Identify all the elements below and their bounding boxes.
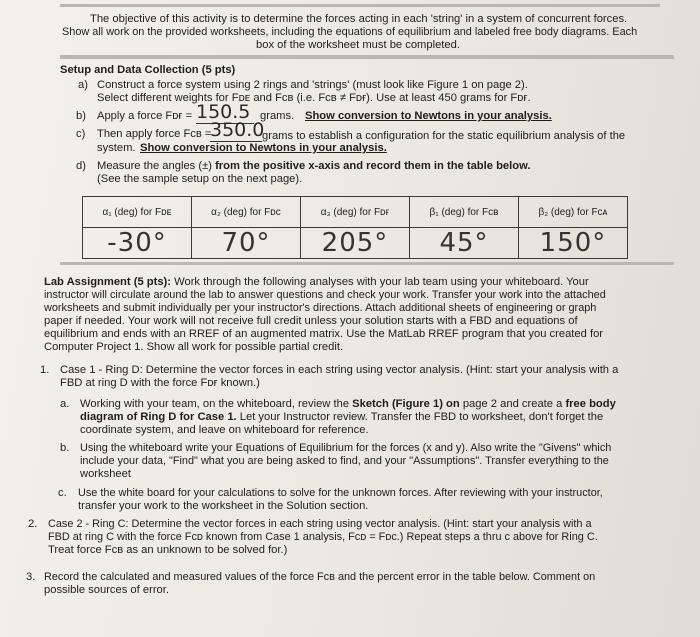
case1-c-line-2: transfer your work to the worksheet in the Solution section. <box>78 500 369 512</box>
value-alpha-2: 70° <box>192 228 301 259</box>
header-alpha-1: α₁ (deg) for Fᴅᴇ <box>83 197 192 228</box>
case1-a-line-1 <box>80 398 616 411</box>
case1-b-line-3: worksheet <box>80 468 131 480</box>
value-beta-2: 150° <box>519 228 628 259</box>
case1-line-2: FBD at ring D with the force Fᴅғ known.) <box>60 377 260 389</box>
top-rule <box>60 4 660 7</box>
setup-c-label: c) <box>76 128 86 140</box>
setup-b-post: grams. <box>260 110 295 122</box>
case1-b-line-1: Using the whiteboard write your Equations of Equilibrium for the forces (x and y). Also write the "Givens" which <box>80 442 612 454</box>
section-rule-1 <box>60 55 674 59</box>
setup-c-pre: Then apply force Fᴄʙ = <box>97 128 212 140</box>
value-beta-1: 45° <box>410 228 519 259</box>
header-alpha-3: α₃ (deg) for Fᴅғ <box>301 197 410 228</box>
setup-b-pre: Apply a force Fᴅғ = <box>97 110 193 122</box>
case1-c-label: c. <box>58 487 67 499</box>
lab-line-2: instructor will circulate around the lab to answer questions and check your work. Transfer your work into the attached <box>44 289 606 301</box>
applied-force-fdf-value: 150.5 <box>196 101 254 124</box>
case2-number: 2. <box>28 518 38 530</box>
setup-b-emphasis: Show conversion to Newtons in your analysis. <box>305 110 552 122</box>
value-alpha-3: 205° <box>301 228 410 259</box>
case1-a-rest: Let your Instructor review. Transfer the FBD to worksheet, don't forget the <box>239 411 604 423</box>
case1-b-label: b. <box>60 442 70 454</box>
setup-a-line-1 <box>97 79 528 92</box>
setup-d-label: d) <box>76 160 86 172</box>
lab-line-5: equilibrium and ends with an RREF of an augmented matrix. Use the MatLab RREF program that you created for <box>44 328 604 340</box>
case1-a-label: a. <box>60 398 70 410</box>
value-alpha-1: -30° <box>83 228 192 259</box>
case1-a-line-3: coordinate system, and leave on whiteboard for reference. <box>80 424 369 436</box>
setup-a-line-2: Select different weights for Fᴅᴇ and Fᴄʙ (i.e. Fᴄʙ ≠ Fᴅғ). Use at least 450 grams for Fᴅғ. <box>97 92 531 104</box>
case1-a-pre: Working with your team, on the whiteboard, review the <box>80 398 350 410</box>
case2-line-3: Treat force Fᴄʙ as an unknown to be solved for.) <box>48 544 288 556</box>
angles-header-row <box>83 197 628 228</box>
setup-c-line-2-pre: system. <box>97 142 136 154</box>
angles-value-row <box>83 228 628 259</box>
header-beta-1: β₁ (deg) for Fᴄʙ <box>410 197 519 228</box>
section-rule-2 <box>60 262 674 265</box>
header-beta-2: β₂ (deg) for Fᴄᴀ <box>519 197 628 228</box>
setup-heading: Setup and Data Collection (5 pts) <box>60 64 236 76</box>
setup-d-bold: from the positive x-axis and record them in the table below. <box>215 160 531 172</box>
case1-a-bold-2: diagram of Ring D for Case 1. <box>80 411 237 423</box>
setup-d-pre: Measure the angles (±) <box>97 160 212 172</box>
setup-c-post: grams to establish a configuration for the static equilibrium analysis of the <box>262 130 626 142</box>
intro-line-3: box of the worksheet must be completed. <box>256 39 460 51</box>
intro-line-1: The objective of this activity is to determine the forces acting in each 'string' in a system of concurrent forces. <box>90 13 628 25</box>
case1-c-line-1: Use the white board for your calculations to solve for the unknown forces. After reviewing with your instructor, <box>78 487 603 499</box>
case1-number: 1. <box>40 364 50 376</box>
lab-line-6: Computer Project 1. Show all work for possible partial credit. <box>44 341 344 353</box>
lab-heading: Lab Assignment (5 pts): <box>44 276 172 288</box>
case1-a-line-2 <box>80 411 603 424</box>
setup-c-emphasis: Show conversion to Newtons in your analysis. <box>140 142 387 154</box>
case1-b-line-2: include your data, "Find" what you are being asked to find, and your "Assumptions". Transfer everything to the <box>80 455 609 467</box>
setup-a-label: a) <box>78 79 88 91</box>
applied-force-fcb-value: 350.0 <box>210 119 265 141</box>
item3-line-1: Record the calculated and measured values of the force Fᴄʙ and the percent error in the table below. Comment on <box>44 571 596 583</box>
angles-table <box>82 196 628 259</box>
case1-a-post: page 2 and create a <box>462 398 563 410</box>
case2-line-1: Case 2 - Ring C: Determine the vector forces in each string using vector analysis. (Hint: start your analysis with a <box>48 518 592 530</box>
case1-a-bold: Sketch (Figure 1) on <box>352 398 460 410</box>
lab-line-3: worksheets and submit individually per your instructor's directions. Attach additional sheets of engineering or graph <box>44 302 597 314</box>
header-alpha-2: α₂ (deg) for Fᴅᴄ <box>192 197 301 228</box>
setup-d-line-2: (See the sample setup on the next page). <box>97 173 303 185</box>
lab-line-4: paper if needed. Your work will not receive full credit unless your solution starts with a FBD and equations of <box>44 315 578 327</box>
case1-a-end: free body <box>565 398 616 410</box>
case1-line-1: Case 1 - Ring D: Determine the vector forces in each string using vector analysis. (Hint: start your analysis with a <box>60 364 619 376</box>
intro-line-2: Show all work on the provided worksheets, including the equations of equilibrium and labeled free body diagrams. Each <box>62 26 638 38</box>
lab-line-1-text: Work through the following analyses with your lab team using your whiteboard. Your <box>174 276 589 288</box>
item3-number: 3. <box>26 571 36 583</box>
setup-d-line-1 <box>97 160 530 173</box>
lab-line-1 <box>44 276 589 289</box>
item3-line-2: possible sources of error. <box>44 584 169 596</box>
case2-line-2: FBD at ring C with the force Fᴄᴅ known from Case 1 analysis, Fᴄᴅ = Fᴅᴄ.) Repeat steps a thru c above for Ring C. <box>48 531 598 543</box>
setup-a-text: Construct a force system using 2 rings and 'strings' (must look like Figure 1 on page 2). <box>97 79 528 91</box>
setup-b-label: b) <box>76 110 86 122</box>
